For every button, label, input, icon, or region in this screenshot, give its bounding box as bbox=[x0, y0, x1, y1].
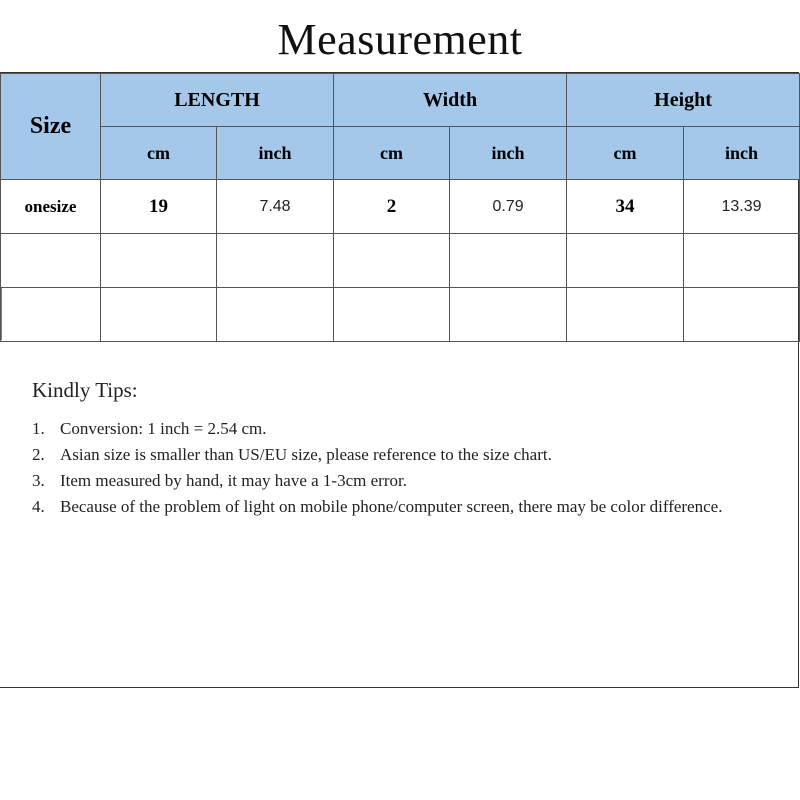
length-header: LENGTH bbox=[101, 74, 334, 127]
tip-text: Asian size is smaller than US/EU size, please reference to the size chart. bbox=[60, 445, 552, 464]
group-header-row bbox=[1, 74, 800, 127]
length-cm-cell bbox=[101, 234, 217, 288]
height-cm-cell bbox=[567, 234, 684, 288]
width-inch-cell bbox=[450, 288, 567, 342]
tip-number: 1. bbox=[32, 419, 45, 438]
list-item bbox=[32, 468, 752, 494]
unit-header-row bbox=[1, 127, 800, 180]
tip-text: Item measured by hand, it may have a 1-3cm error. bbox=[60, 471, 407, 490]
size-column-header: Size bbox=[1, 74, 101, 180]
length-cm-cell: 19 bbox=[101, 180, 217, 234]
width-inch-cell bbox=[450, 234, 567, 288]
length-inch-cell: 7.48 bbox=[217, 180, 334, 234]
tip-number: 2. bbox=[32, 445, 45, 464]
tips-heading: Kindly Tips: bbox=[32, 378, 138, 402]
row-size-label: onesize bbox=[1, 180, 101, 234]
list-item bbox=[32, 442, 752, 468]
height-inch-cell bbox=[684, 288, 800, 342]
height-cm-cell bbox=[567, 288, 684, 342]
unit-header: cm bbox=[101, 127, 217, 180]
tip-number: 3. bbox=[32, 471, 45, 490]
unit-header: cm bbox=[567, 127, 684, 180]
unit-header: inch bbox=[684, 127, 800, 180]
length-inch-cell bbox=[217, 234, 334, 288]
list-item bbox=[32, 494, 752, 520]
height-cm-cell: 34 bbox=[567, 180, 684, 234]
width-inch-cell: 0.79 bbox=[450, 180, 567, 234]
length-inch-cell bbox=[217, 288, 334, 342]
height-inch-cell bbox=[684, 234, 800, 288]
height-header: Height bbox=[567, 74, 800, 127]
table-row bbox=[1, 180, 800, 234]
kindly-tips bbox=[32, 376, 752, 520]
unit-header: cm bbox=[334, 127, 450, 180]
unit-header: inch bbox=[450, 127, 567, 180]
unit-header: inch bbox=[217, 127, 334, 180]
height-inch-cell: 13.39 bbox=[684, 180, 800, 234]
page-title: Measurement bbox=[277, 15, 523, 64]
table-row bbox=[1, 288, 800, 342]
tip-text: Because of the problem of light on mobile phone/computer screen, there may be color difference. bbox=[60, 497, 723, 516]
row-size-label bbox=[1, 234, 101, 288]
size-table bbox=[0, 73, 800, 342]
row-size-label bbox=[1, 288, 101, 342]
table-row bbox=[1, 234, 800, 288]
list-item bbox=[32, 416, 752, 442]
length-cm-cell bbox=[101, 288, 217, 342]
width-cm-cell: 2 bbox=[334, 180, 450, 234]
tip-number: 4. bbox=[32, 497, 45, 516]
width-cm-cell bbox=[334, 288, 450, 342]
tips-list bbox=[32, 416, 752, 520]
width-cm-cell bbox=[334, 234, 450, 288]
tip-text: Conversion: 1 inch = 2.54 cm. bbox=[60, 419, 267, 438]
width-header: Width bbox=[334, 74, 567, 127]
